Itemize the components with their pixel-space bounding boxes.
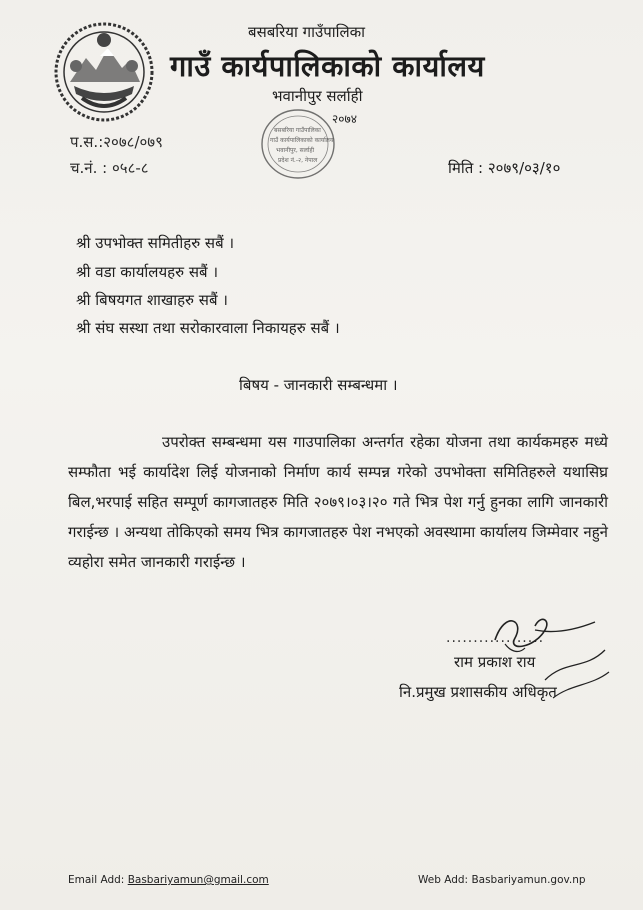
letter-date: मिति : २०७९/०३/१० xyxy=(448,159,561,177)
addressee-3: श्री बिषयगत शाखाहरु सबैं । xyxy=(76,291,228,309)
web-link[interactable]: Basbariyamun.gov.np xyxy=(471,874,586,886)
established-year: २०७४ xyxy=(332,112,357,126)
municipality-name: बसबरिया गाउँपालिका xyxy=(248,23,366,41)
nepal-emblem-icon xyxy=(52,20,156,124)
addressee-2: श्री वडा कार्यालयहरु सबैं । xyxy=(76,263,219,281)
office-stamp-icon xyxy=(258,104,338,184)
addressee-4: श्री संघ सस्था तथा सरोकारवाला निकायहरु सबैं । xyxy=(76,319,340,337)
stamp-line-4: प्रदेश नं.-२, नेपाल xyxy=(278,157,318,164)
letter-body: उपरोक्त सम्बन्धमा यस गाउपालिका अन्तर्गत रहेका योजना तथा कार्यकमहरु मध्ये सम्फौता भई कार्यादेश लिई योजनाको निर्माण कार्य सम्पन्न गरेको उपभोक्ता समितिहरुले यथासिघ्र बिल,भरपाई सहित सम्पूर्ण कागजातहरु मिति २०७९।०३।२० गते भित्र पेश गर्नु हुनका लागि जानकारी गराईन्छ । अन्यथा तोकिएको समय भित्र कागजातहरु पेश नभएको अवस्थामा कार्यालय जिम्मेवार नहुने व्यहोरा समेत जानकारी गराईन्छ । xyxy=(68,433,608,571)
chalani-number: च.नं. : ०५८-८ xyxy=(70,159,149,177)
signatory-title: नि.प्रमुख प्रशासकीय अधिकृत xyxy=(399,683,557,701)
email-link[interactable]: Basbariyamun@gmail.com xyxy=(127,874,269,886)
handwritten-signature-icon xyxy=(475,600,615,710)
footer-web: Web Add: Basbariyamun.gov.np xyxy=(418,874,586,886)
signatory-name: राम प्रकाश राय xyxy=(454,653,536,671)
letter-subject: बिषय - जानकारी सम्बन्धमा । xyxy=(239,376,398,394)
office-title: गाउँ कार्यपालिकाको कार्यालय xyxy=(170,49,485,83)
signature-line: .................. xyxy=(446,630,545,646)
stamp-line-3: भवानीपुर, सर्लाही xyxy=(276,147,315,154)
patra-sankhya: प.स.:२०७८/०७९ xyxy=(70,133,163,151)
stamp-line-1: बसबरिया गाउँपालिका xyxy=(274,127,321,134)
footer-email: Email Add: Basbariyamun@gmail.com xyxy=(68,874,269,886)
addressee-1: श्री उपभोक्त समितीहरु सबैं । xyxy=(76,234,235,252)
stamp-line-2: गाउँ कार्यपालिकाको कार्यालय xyxy=(270,137,334,144)
office-location: भवानीपुर सर्लाही xyxy=(272,87,363,105)
